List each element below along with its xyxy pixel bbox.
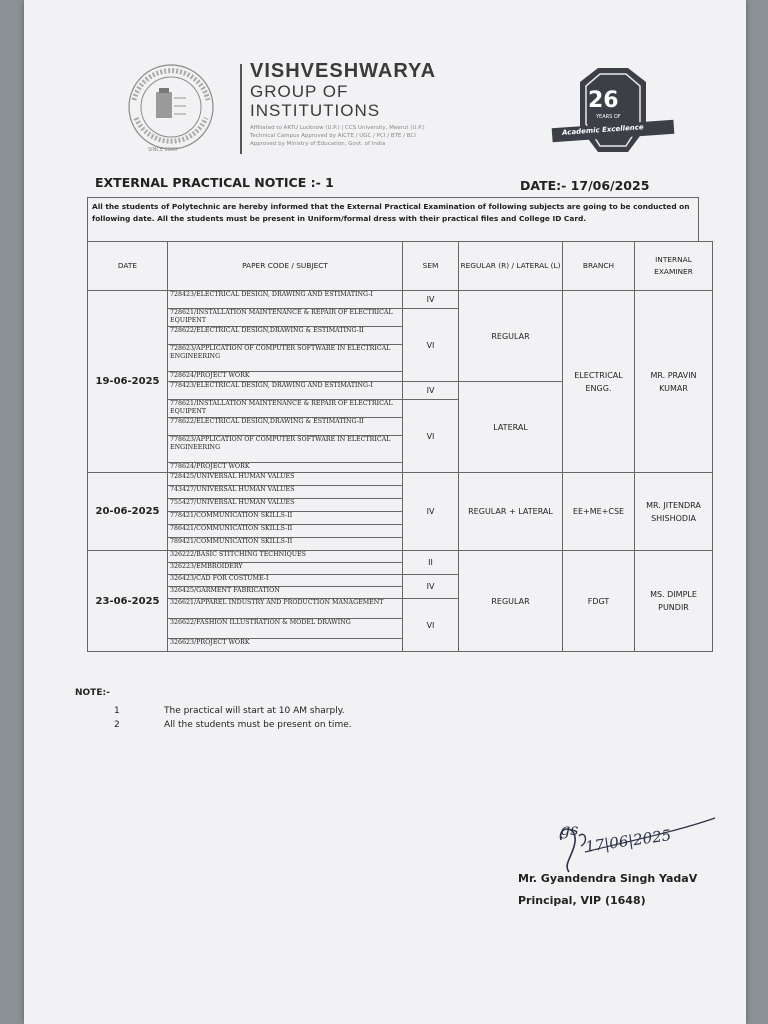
note-item [114,720,352,730]
mode-cell: REGULAR [459,291,563,382]
paper-cell: 728624/PROJECT WORK [168,372,403,382]
paper-cell: 326425/GARMENT FABRICATION [168,587,403,599]
date-cell: 20-06-2025 [88,473,168,551]
header-divider [240,64,242,154]
paper-cell: 326423/CAD FOR COSTUME-I [168,575,403,587]
badge-ribbon: Academic Excellence [561,123,644,137]
sem-cell: VI [403,599,459,652]
sem-cell: II [403,551,459,575]
examiner-cell: MS. DIMPLE PUNDIR [635,551,713,652]
branch-cell: ELECTRICAL ENGG. [563,291,635,473]
table-row [88,551,713,563]
paper-cell: 326223/EMBROIDERY [168,563,403,575]
paper-cell: 778623/APPLICATION OF COMPUTER SOFTWARE IN ELECTRICAL ENGINEERING [168,436,403,463]
header-examiner: INTERNAL EXAMINER [635,242,713,291]
table-row [88,291,713,309]
table-header-row [88,242,713,291]
name-line-3: INSTITUTIONS [250,101,381,120]
paper-cell: 326623/PROJECT WORK [168,639,403,652]
sem-cell: IV [403,382,459,400]
institution-name [250,60,436,148]
paper-cell: 743427/UNIVERSAL HUMAN VALUES [168,486,403,499]
sem-cell: IV [403,291,459,309]
table-row [88,473,713,486]
seal-caption: SINCE 2000 [148,147,178,153]
paper-cell: 728423/ELECTRICAL DESIGN, DRAWING AND ESTIMATING-I [168,291,403,309]
paper-cell: 778624/PROJECT WORK [168,463,403,473]
sem-cell: VI [403,400,459,473]
paper-cell: 778423/ELECTRICAL DESIGN, DRAWING AND ESTIMATING-I [168,382,403,400]
header-sem: SEM [403,242,459,291]
header-paper: PAPER CODE / SUBJECT [168,242,403,291]
badge-number: 26 [588,88,619,113]
header-date: DATE [88,242,168,291]
badge-years: YEARS OF [596,114,621,120]
examiner-cell: MR. PRAVIN KUMAR [635,291,713,473]
signature-initials: gs [560,820,579,839]
notice-title: EXTERNAL PRACTICAL NOTICE :- 1 [95,175,334,190]
sem-cell: VI [403,309,459,382]
signature-date: 17|06|2025 [584,826,673,856]
name-line-2: GROUP OF [250,82,349,101]
paper-cell: 728623/APPLICATION OF COMPUTER SOFTWARE IN ELECTRICAL ENGINEERING [168,345,403,372]
paper-cell: 789421/COMMUNICATION SKILLS-II [168,538,403,551]
principal-name: Mr. Gyandendra Singh YadaV [518,872,698,885]
paper-cell: 755427/UNIVERSAL HUMAN VALUES [168,499,403,512]
paper-cell: 728622/ELECTRICAL DESIGN,DRAWING & ESTIMATING-II [168,327,403,345]
paper-cell: 778621/INSTALLATION MAINTENANCE & REPAIR OF ELECTRICAL EQUIPENT [168,400,403,418]
paper-cell: 326622/FASHION ILLUSTRATION & MODEL DRAWING [168,619,403,639]
branch-cell: FDGT [563,551,635,652]
note-text: The practical will start at 10 AM sharply. [164,706,345,716]
notice-intro: All the students of Polytechnic are hereby informed that the External Practical Examination of following subjects are going to be conducted on following date. All the students must be present in Uniform/formal dress with their practical files and College ID Card. [87,197,699,241]
date-cell: 23-06-2025 [88,551,168,652]
paper-cell: 728425/UNIVERSAL HUMAN VALUES [168,473,403,486]
note-label: NOTE:- [75,688,110,698]
note-item [114,706,345,716]
notice-date: DATE:- 17/06/2025 [520,178,650,193]
paper-cell: 778421/COMMUNICATION SKILLS-II [168,512,403,525]
mode-cell: REGULAR + LATERAL [459,473,563,551]
note-number: 1 [114,706,120,716]
header-regular-lateral: REGULAR (R) / LATERAL (L) [459,242,563,291]
mode-cell: REGULAR [459,551,563,652]
exam-schedule-table [87,241,713,652]
affiliation-text: Affiliated to AKTU Lucknow (U.P.) | CCS University, Meerut (U.P.) Technical Campus Approved by AICTE / UGC / PCI / BTE / BCI Approved by Ministry of Education, Govt. of India [250,125,425,147]
sem-cell: IV [403,473,459,551]
note-text: All the students must be present on time. [164,720,352,730]
institution-seal-logo [112,62,230,152]
paper-cell: 786421/COMMUNICATION SKILLS-II [168,525,403,538]
mode-cell: LATERAL [459,382,563,473]
paper-cell: 326621/APPAREL INDUSTRY AND PRODUCTION MANAGEMENT [168,599,403,619]
note-number: 2 [114,720,120,730]
paper-cell: 728621/INSTALLATION MAINTENANCE & REPAIR OF ELECTRICAL EQUIPENT [168,309,403,327]
sem-cell: IV [403,575,459,599]
paper-cell: 778622/ELECTRICAL DESIGN,DRAWING & ESTIMATING-II [168,418,403,436]
paper-cell: 326222/BASIC STITCHING TECHNIQUES [168,551,403,563]
principal-title: Principal, VIP (1648) [518,894,646,907]
header-branch: BRANCH [563,242,635,291]
examiner-cell: MR. JITENDRA SHISHODIA [635,473,713,551]
branch-cell: EE+ME+CSE [563,473,635,551]
date-cell: 19-06-2025 [88,291,168,473]
name-line-1: VISHVESHWARYA [250,60,437,82]
